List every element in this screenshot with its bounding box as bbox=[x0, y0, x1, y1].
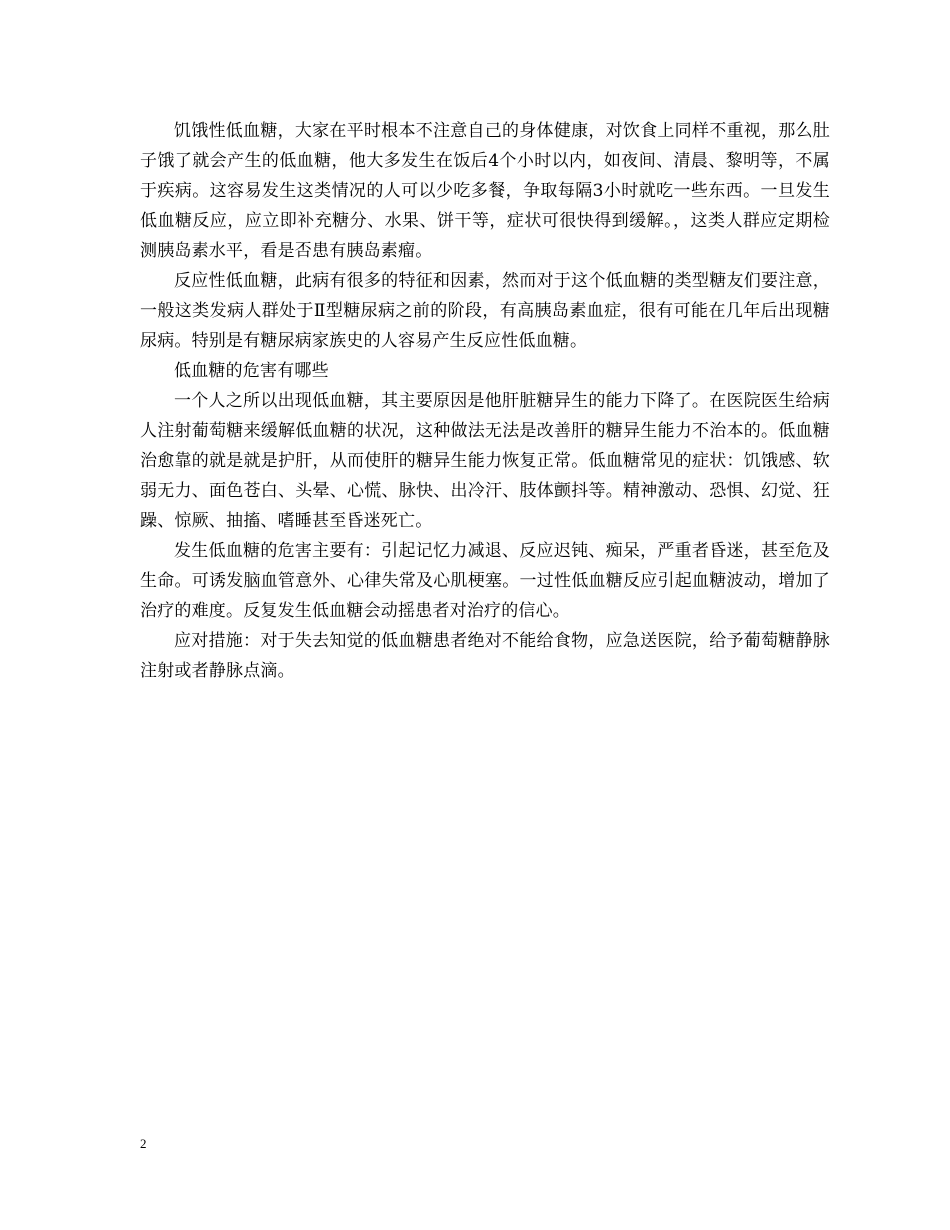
section-heading-hazards: 低血糖的危害有哪些 bbox=[174, 361, 329, 381]
paragraph-reactive-hypoglycemia: 反应性低血糖，此病有很多的特征和因素，然而对于这个低血糖的类型糖友们要注意，一般这类发病人群处于Ⅱ型糖尿病之前的阶段，有高胰岛素血症，很有可能在几年后出现糖尿病。特别是有糖尿病家族史的人容易产生反应性低血糖。 bbox=[140, 271, 830, 351]
page-number: 2 bbox=[140, 1136, 147, 1151]
paragraph-countermeasures: 应对措施：对于失去知觉的低血糖患者绝对不能给食物，应急送医院，给予葡萄糖静脉注射或者静脉点滴。 bbox=[140, 631, 830, 681]
paragraph-causes-symptoms: 一个人之所以出现低血糖，其主要原因是他肝脏糖异生的能力下降了。在医院医生给病人注射葡萄糖来缓解低血糖的状况，这种做法无法是改善肝的糖异生能力不治本的。低血糖治愈靠的就是就是护肝，从而使肝的糖异生能力恢复正常。低血糖常见的症状：饥饿感、软弱无力、面色苍白、头晕、心慌、脉快、出冷汗、肢体颤抖等。精神激动、恐惧、幻觉、狂躁、惊厥、抽搐、嗜睡甚至昏迷死亡。 bbox=[140, 391, 830, 531]
paragraph-hazards: 发生低血糖的危害主要有：引起记忆力减退、反应迟钝、痴呆，严重者昏迷，甚至危及生命。可诱发脑血管意外、心律失常及心肌梗塞。一过性低血糖反应引起血糖波动，增加了治疗的难度。反复发生低血糖会动摇患者对治疗的信心。 bbox=[140, 541, 830, 621]
paragraph-fasting-hypoglycemia: 饥饿性低血糖，大家在平时根本不注意自己的身体健康，对饮食上同样不重视，那么肚子饿了就会产生的低血糖，他大多发生在饭后4个小时以内，如夜间、清晨、黎明等，不属于疾病。这容易发生这类情况的人可以少吃多餐，争取每隔3小时就吃一些东西。一旦发生低血糖反应，应立即补充糖分、水果、饼干等，症状可很快得到缓解。，这类人群应定期检测胰岛素水平，看是否患有胰岛素瘤。 bbox=[140, 121, 830, 261]
document-body bbox=[140, 116, 830, 686]
